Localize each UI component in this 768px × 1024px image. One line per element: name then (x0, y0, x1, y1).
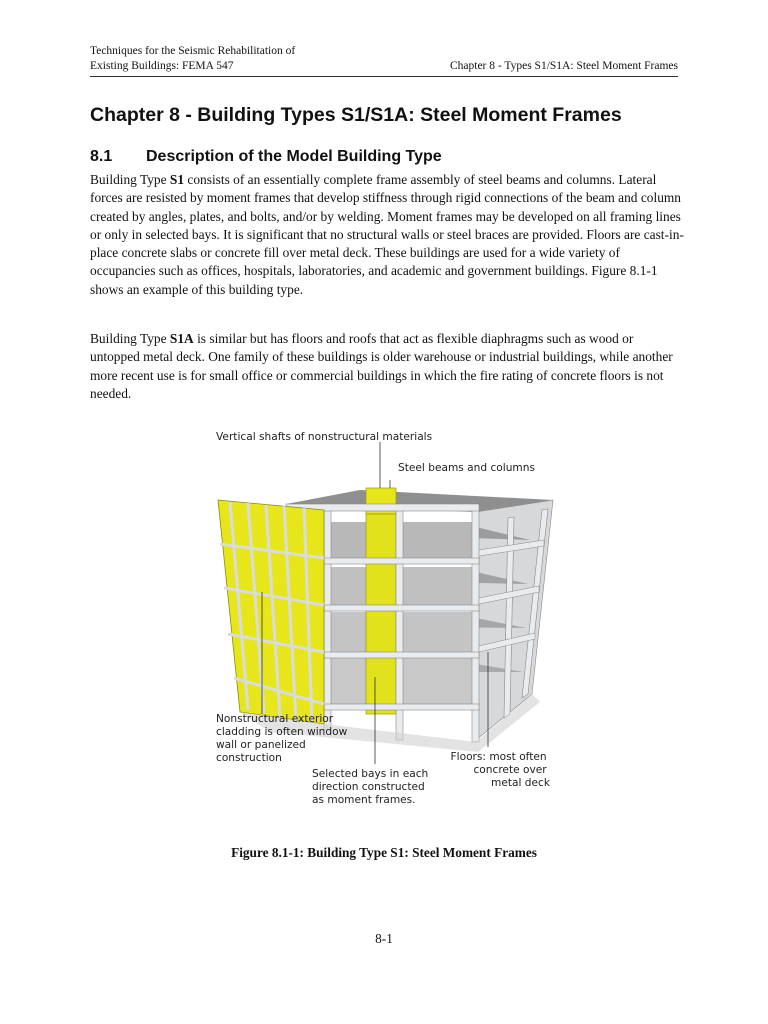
section-title: Description of the Model Building Type (146, 148, 442, 165)
steel-beam-2 (324, 605, 479, 611)
label-cladding-line4: construction (216, 752, 282, 764)
header-title-line2: Existing Buildings: FEMA 547 (90, 60, 234, 72)
label-steel-beams: Steel beams and columns (398, 462, 535, 474)
building-illustration (210, 422, 558, 810)
paragraph-s1a-pre: Building Type (90, 331, 170, 346)
chapter-title: Chapter 8 - Building Types S1/S1A: Steel Moment Frames (90, 104, 622, 126)
label-cladding-line3: wall or panelized (216, 739, 306, 751)
label-cladding-line1: Nonstructural exterior (216, 713, 334, 725)
label-selected-bays (312, 768, 432, 806)
paragraph-s1a-type: S1A (169, 331, 194, 346)
label-floors (451, 751, 551, 789)
steel-beam-3 (324, 652, 479, 658)
running-header-left (90, 44, 295, 74)
paragraph-s1-pre: Building Type (90, 172, 170, 187)
label-floors-line1: Floors: most often (450, 751, 547, 763)
header-rule (90, 76, 678, 77)
vertical-shaft (366, 514, 396, 714)
steel-beam-4 (324, 704, 479, 710)
paragraph-s1 (90, 171, 686, 299)
steel-column-1 (324, 510, 331, 730)
running-header-right: Chapter 8 - Types S1/S1A: Steel Moment Frames (449, 60, 678, 72)
label-floors-line3: metal deck (491, 777, 550, 789)
page-number: 8-1 (375, 931, 393, 946)
label-bays-line2: direction constructed (312, 781, 425, 793)
label-cladding-line2: cladding is often window (216, 726, 348, 738)
label-cladding (216, 713, 351, 764)
paragraph-s1a (90, 330, 686, 403)
section-heading (90, 148, 442, 166)
building-figure (210, 422, 558, 810)
paragraph-s1-type: S1 (169, 172, 185, 187)
label-bays-line1: Selected bays in each (312, 768, 429, 780)
label-bays-line3: as moment frames. (312, 794, 416, 806)
header-title-line1: Techniques for the Seismic Rehabilitation of (90, 45, 296, 57)
paragraph-s1-body: consists of an essentially complete frame assembly of steel beams and columns. Lateral forces are resisted by moment frames that develop stiffness through rigid connections of the beam and column created by angles, plates, and bolts, and/or by welding. Moment frames may be developed on all framing lines or only in selected bays. It is significant that no structural walls or steel braces are provided. Floors are cast-in-place concrete slabs or concrete fill over metal deck. These buildings are used for a wide variety of occupancies such as offices, hospitals, laboratories, and academic and government buildings. Figure 8.1-1 shows an example of this building type. (90, 172, 684, 297)
label-vertical-shafts: Vertical shafts of nonstructural materials (216, 431, 433, 443)
steel-beam-1 (324, 558, 479, 564)
section-number: 8.1 (90, 148, 113, 165)
figure-caption: Figure 8.1-1: Building Type S1: Steel Moment Frames (231, 845, 537, 860)
label-floors-line2: concrete over (473, 764, 547, 776)
paragraph-s1a-body: is similar but has floors and roofs that act as flexible diaphragms such as wood or untopped metal deck. One family of these buildings is older warehouse or industrial buildings, while another more recent use is for small office or commercial buildings in which the fire rating of concrete floors is not needed. (90, 331, 673, 401)
